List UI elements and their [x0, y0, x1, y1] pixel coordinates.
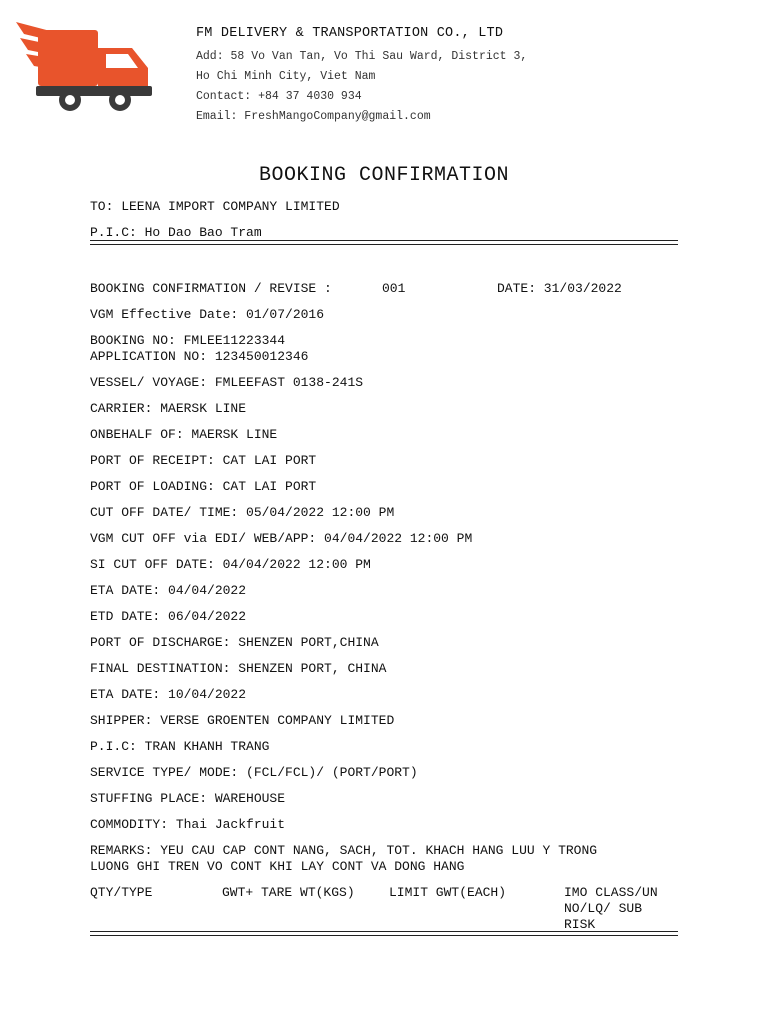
recipient: TO: LEENA IMPORT COMPANY LIMITED [90, 199, 340, 214]
company-header [196, 26, 527, 127]
header-imo-class-2: NO/LQ/ SUB [564, 901, 643, 916]
booking-no: BOOKING NO: FMLEE11223344 [90, 333, 286, 348]
divider [90, 240, 678, 245]
company-contact: Contact: +84 37 4030 934 [196, 90, 362, 103]
vgm-effective-date: VGM Effective Date: 01/07/2016 [90, 307, 325, 322]
confirmation-date: DATE: 31/03/2022 [497, 281, 622, 296]
service-type: SERVICE TYPE/ MODE: (FCL/FCL)/ (PORT/PORT) [90, 765, 418, 780]
page-title: BOOKING CONFIRMATION [258, 164, 510, 187]
remarks-line-1: REMARKS: YEU CAU CAP CONT NANG, SACH, TOT. KHACH HANG LUU Y TRONG [90, 843, 598, 858]
port-of-receipt: PORT OF RECEIPT: CAT LAI PORT [90, 453, 317, 468]
final-destination: FINAL DESTINATION: SHENZEN PORT, CHINA [90, 661, 387, 676]
header-imo-class-3: RISK [564, 917, 596, 932]
header-limit-gwt: LIMIT GWT(EACH) [389, 885, 507, 900]
table-divider [90, 931, 678, 936]
remarks-line-2: LUONG GHI TREN VO CONT KHI LAY CONT VA DONG HANG [90, 859, 465, 874]
company-logo-truck-icon [14, 16, 158, 116]
application-no: APPLICATION NO: 123450012346 [90, 349, 309, 364]
carrier: CARRIER: MAERSK LINE [90, 401, 247, 416]
port-of-discharge: PORT OF DISCHARGE: SHENZEN PORT,CHINA [90, 635, 379, 650]
eta-date-2: ETA DATE: 10/04/2022 [90, 687, 247, 702]
cut-off-date: CUT OFF DATE/ TIME: 05/04/2022 12:00 PM [90, 505, 395, 520]
recipient-pic: P.I.C: Ho Dao Bao Tram [90, 225, 262, 240]
revise-label: BOOKING CONFIRMATION / REVISE : [90, 281, 332, 296]
header-qty-type: QTY/TYPE [90, 885, 153, 900]
vgm-cut-off: VGM CUT OFF via EDI/ WEB/APP: 04/04/2022 12:00 PM [90, 531, 473, 546]
si-cut-off: SI CUT OFF DATE: 04/04/2022 12:00 PM [90, 557, 371, 572]
onbehalf-of: ONBEHALF OF: MAERSK LINE [90, 427, 278, 442]
header-imo-class-1: IMO CLASS/UN [564, 885, 658, 900]
port-of-loading: PORT OF LOADING: CAT LAI PORT [90, 479, 317, 494]
vessel-voyage: VESSEL/ VOYAGE: FMLEEFAST 0138-241S [90, 375, 364, 390]
commodity: COMMODITY: Thai Jackfruit [90, 817, 286, 832]
shipper-pic: P.I.C: TRAN KHANH TRANG [90, 739, 270, 754]
company-address-2: Ho Chi Minh City, Viet Nam [196, 70, 376, 83]
eta-date-1: ETA DATE: 04/04/2022 [90, 583, 247, 598]
company-email: Email: FreshMangoCompany@gmail.com [196, 110, 431, 123]
revise-value: 001 [382, 281, 406, 296]
company-name: FM DELIVERY & TRANSPORTATION CO., LTD [196, 26, 504, 41]
etd-date: ETD DATE: 06/04/2022 [90, 609, 247, 624]
stuffing-place: STUFFING PLACE: WAREHOUSE [90, 791, 286, 806]
header-gwt-tare: GWT+ TARE WT(KGS) [222, 885, 355, 900]
shipper: SHIPPER: VERSE GROENTEN COMPANY LIMITED [90, 713, 395, 728]
company-address-1: Add: 58 Vo Van Tan, Vo Thi Sau Ward, District 3, [196, 50, 528, 63]
